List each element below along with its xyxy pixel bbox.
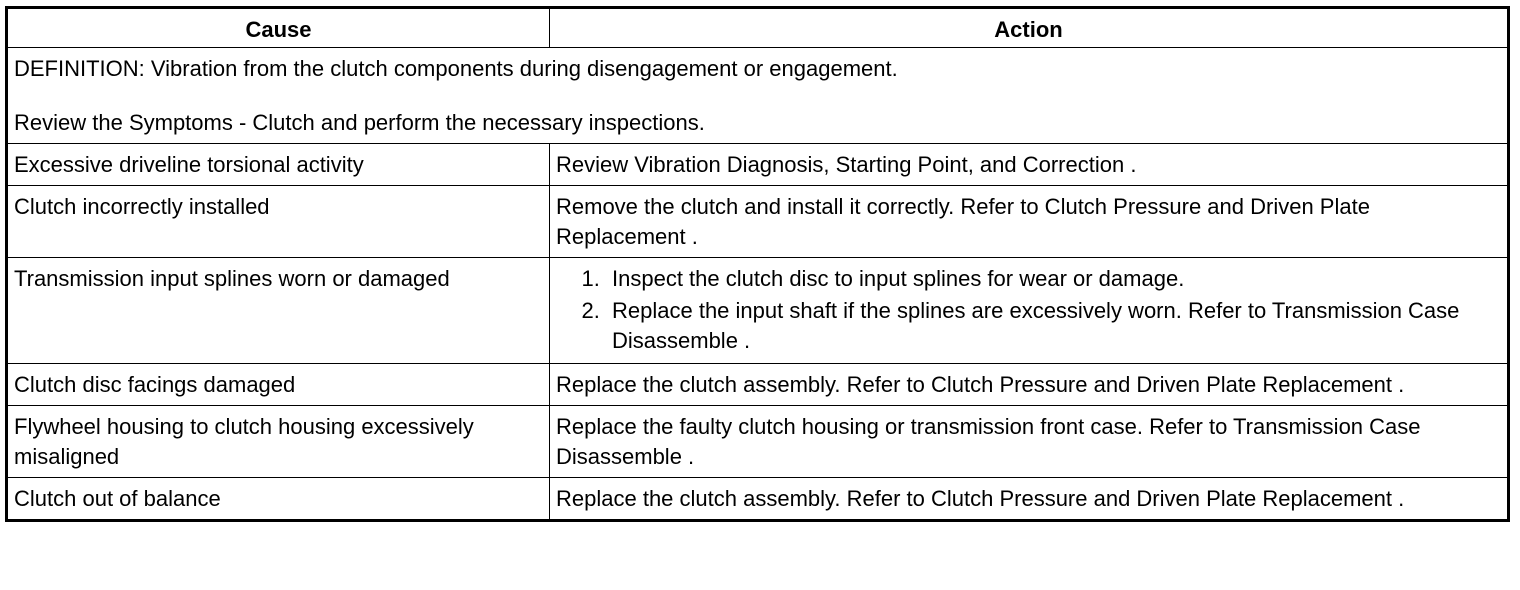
cause-cell: Clutch out of balance bbox=[7, 478, 550, 521]
table-row bbox=[7, 186, 1509, 258]
action-steps-list bbox=[556, 264, 1501, 356]
table-row bbox=[7, 258, 1509, 364]
action-cell bbox=[550, 258, 1509, 364]
action-step: 2. Replace the input shaft if the splines are excessively worn. Refer to Transmission Case Disassemble . bbox=[606, 296, 1501, 356]
cause-cell: Transmission input splines worn or damaged bbox=[7, 258, 550, 364]
definition-row bbox=[7, 48, 1509, 144]
action-step: 1. Inspect the clutch disc to input splines for wear or damage. bbox=[606, 264, 1501, 294]
cause-cell: Clutch disc facings damaged bbox=[7, 364, 550, 406]
action-cell: Replace the clutch assembly. Refer to Clutch Pressure and Driven Plate Replacement . bbox=[550, 364, 1509, 406]
cause-cell: Flywheel housing to clutch housing excessively misaligned bbox=[7, 406, 550, 478]
definition-text: DEFINITION: Vibration from the clutch components during disengagement or engagement. bbox=[14, 56, 898, 81]
action-header: Action bbox=[550, 8, 1509, 48]
cause-cell: Excessive driveline torsional activity bbox=[7, 144, 550, 186]
table-row bbox=[7, 144, 1509, 186]
table-row bbox=[7, 364, 1509, 406]
action-cell: Review Vibration Diagnosis, Starting Point, and Correction . bbox=[550, 144, 1509, 186]
cause-header: Cause bbox=[7, 8, 550, 48]
table-row bbox=[7, 478, 1509, 521]
diagnostic-table bbox=[5, 6, 1510, 522]
action-cell: Remove the clutch and install it correctly. Refer to Clutch Pressure and Driven Plate Replacement . bbox=[550, 186, 1509, 258]
header-row bbox=[7, 8, 1509, 48]
cause-cell: Clutch incorrectly installed bbox=[7, 186, 550, 258]
action-cell: Replace the faulty clutch housing or transmission front case. Refer to Transmission Case Disassemble . bbox=[550, 406, 1509, 478]
table-row bbox=[7, 406, 1509, 478]
review-symptoms-text: Review the Symptoms - Clutch and perform the necessary inspections. bbox=[14, 110, 705, 135]
action-cell: Replace the clutch assembly. Refer to Clutch Pressure and Driven Plate Replacement . bbox=[550, 478, 1509, 521]
definition-cell bbox=[7, 48, 1509, 144]
